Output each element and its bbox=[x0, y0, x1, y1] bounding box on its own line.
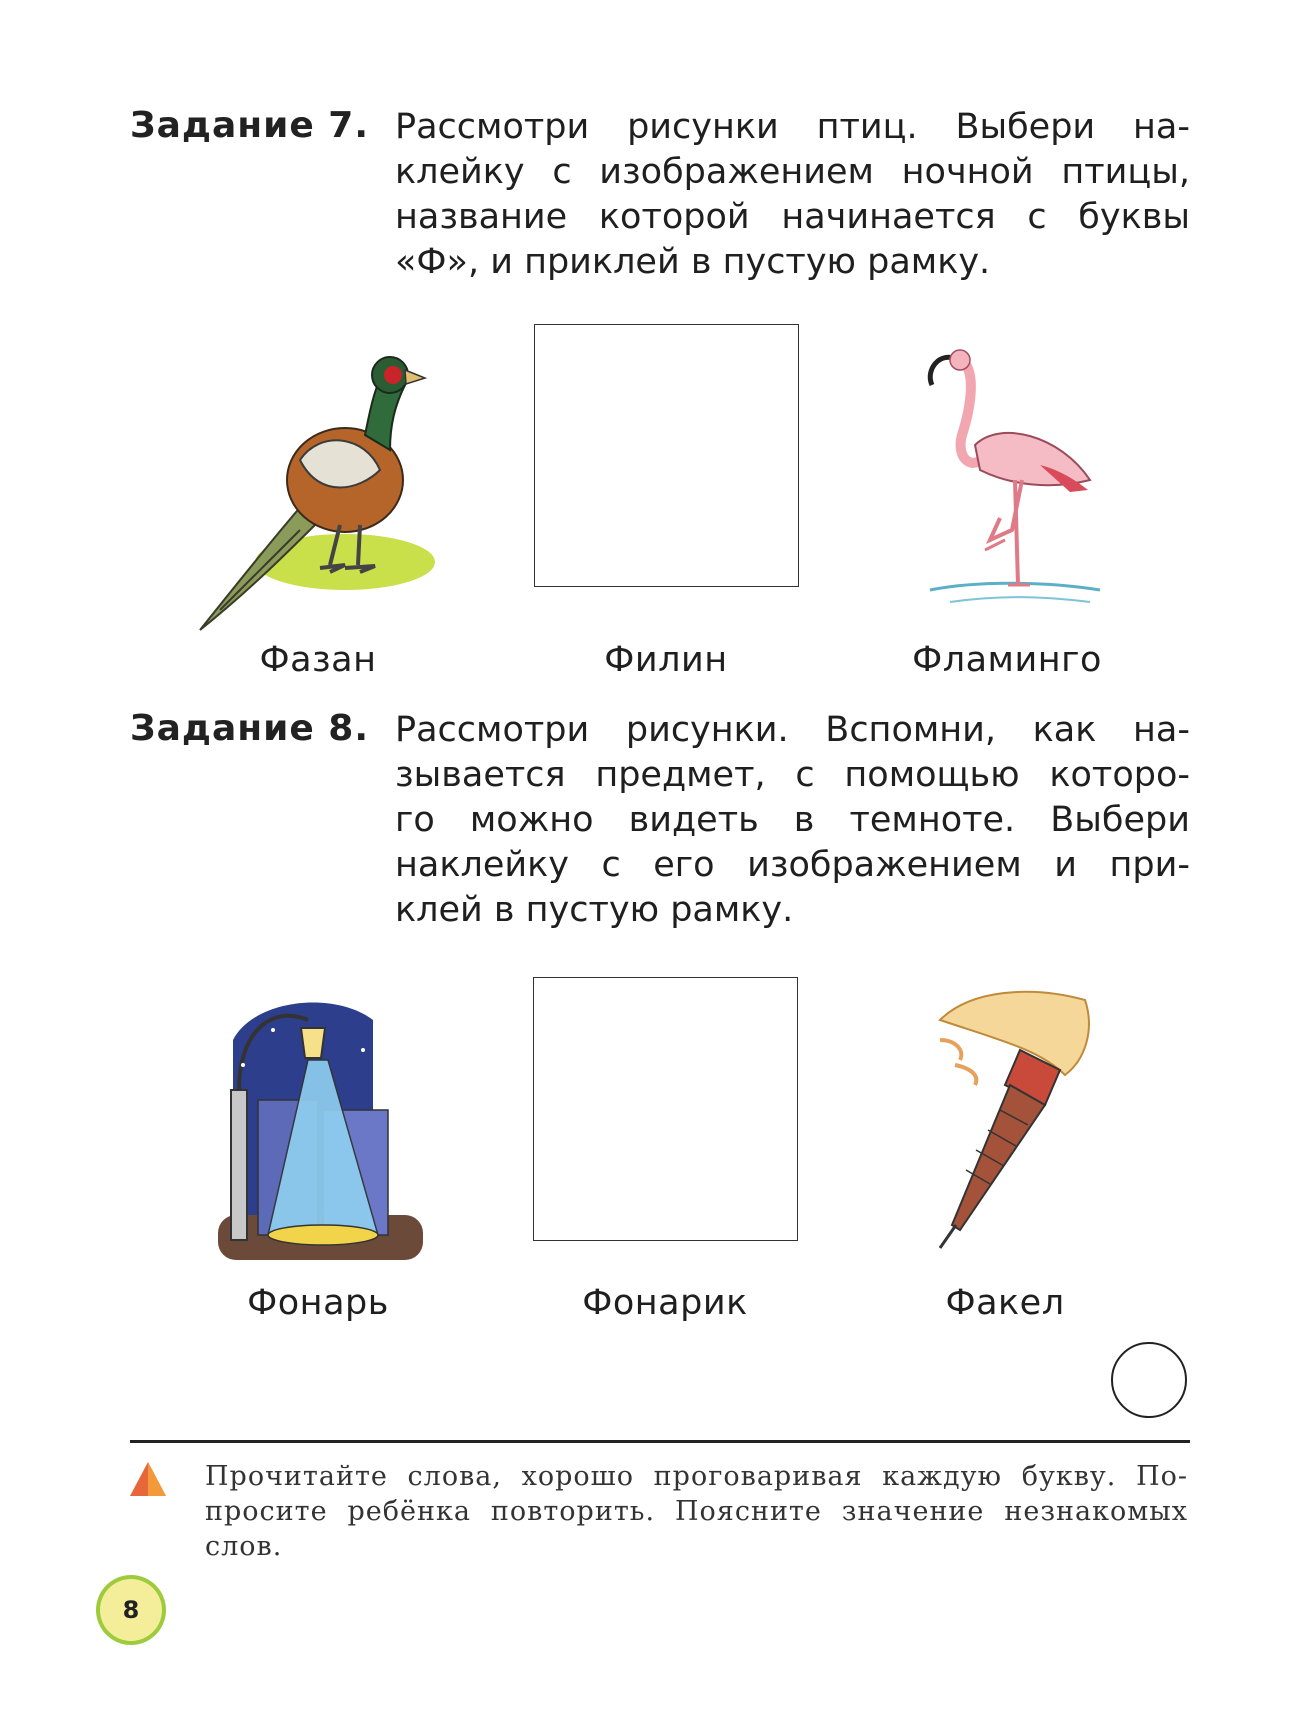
task-7-line: клейку с изображением ночной птицы, bbox=[395, 152, 1190, 192]
torch-image bbox=[910, 980, 1110, 1250]
task-8-line: наклейку с его изображением и при- bbox=[395, 845, 1190, 885]
note-line: слов. bbox=[205, 1531, 283, 1562]
page-number: 8 bbox=[122, 1596, 140, 1624]
task-7-line: «Ф», и приклей в пустую рамку. bbox=[395, 242, 991, 282]
caption-street-lamp: Фонарь bbox=[247, 1283, 389, 1323]
task-8-line: Рассмотри рисунки. Вспомни, как на- bbox=[395, 710, 1190, 750]
self-check-circle[interactable] bbox=[1111, 1342, 1187, 1418]
note-line: Прочитайте слова, хорошо проговаривая каждую букву. По- bbox=[205, 1461, 1188, 1492]
caption-torch: Факел bbox=[945, 1283, 1065, 1323]
task-8-text bbox=[395, 708, 1190, 933]
caption-eagle-owl: Филин bbox=[604, 640, 728, 680]
caption-pheasant: Фазан bbox=[259, 640, 377, 680]
empty-sticker-frame[interactable] bbox=[534, 324, 799, 587]
warning-triangle-icon bbox=[128, 1460, 168, 1498]
note-line: просите ребёнка повторить. Поясните значение незнакомых bbox=[205, 1496, 1188, 1527]
empty-sticker-frame[interactable] bbox=[533, 977, 798, 1241]
parent-note bbox=[205, 1459, 1188, 1564]
task-7-line: название которой начинается с буквы bbox=[395, 197, 1190, 237]
street-lamp-image bbox=[213, 990, 428, 1270]
task-8-line: го можно видеть в темноте. Выбери bbox=[395, 800, 1190, 840]
task-8-line: зывается предмет, с помощью которо- bbox=[395, 755, 1190, 795]
caption-flamingo: Фламинго bbox=[912, 640, 1102, 680]
task-8-line: клей в пустую рамку. bbox=[395, 890, 794, 930]
task-8-label: Задание 8. bbox=[130, 708, 370, 749]
task-7-line: Рассмотри рисунки птиц. Выбери на- bbox=[395, 107, 1190, 147]
flamingo-image bbox=[920, 340, 1110, 620]
pheasant-image bbox=[180, 340, 440, 640]
task-7-text bbox=[395, 105, 1190, 285]
task-7-label: Задание 7. bbox=[130, 105, 370, 146]
caption-flashlight: Фонарик bbox=[582, 1283, 748, 1323]
divider bbox=[130, 1440, 1190, 1443]
